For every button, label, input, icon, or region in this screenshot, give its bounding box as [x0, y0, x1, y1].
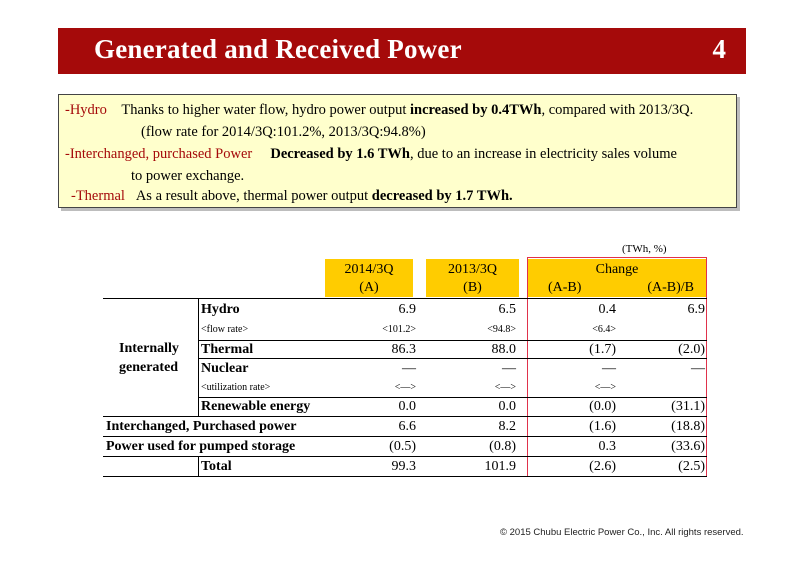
interchanged-line-2: to power exchange. — [131, 168, 245, 184]
interchanged-text: , due to an increase in electricity sales volume — [409, 146, 677, 162]
rule-after-pumped — [103, 456, 707, 457]
interchanged-a: 6.6 — [398, 419, 416, 434]
flow-rate-ab: <6.4> — [592, 324, 616, 335]
header-a-minus-b: (A-B) — [548, 280, 582, 295]
renewable-a: 0.0 — [398, 399, 416, 414]
renewable-b: 0.0 — [498, 399, 516, 414]
hydro-b: 6.5 — [498, 302, 516, 317]
hydro-ab: 0.4 — [598, 302, 616, 317]
renewable-ab: (0.0) — [589, 399, 616, 414]
header-a-label: (A) — [359, 280, 379, 295]
summary-box — [58, 94, 737, 208]
utilization-rate-a: <—> — [394, 382, 416, 393]
thermal-label: -Thermal — [71, 188, 125, 204]
hydro-a: 6.9 — [398, 302, 416, 317]
thermal-ab: (1.7) — [589, 342, 616, 357]
thermal-line — [71, 185, 513, 207]
header-2013-3q — [426, 259, 519, 297]
interchanged-b: 8.2 — [498, 419, 516, 434]
title-bar — [58, 28, 746, 74]
rule-after-nuclear — [198, 397, 707, 398]
interchanged-ab: (1.6) — [589, 419, 616, 434]
row-label-renewable: Renewable energy — [201, 399, 311, 414]
flow-rate-a: <101.2> — [382, 324, 416, 335]
row-label-hydro: Hydro — [201, 302, 240, 317]
header-change-label: Change — [595, 262, 639, 277]
nuclear-ab: — — [602, 361, 616, 376]
nuclear-abb: — — [691, 361, 705, 376]
thermal-abb: (2.0) — [678, 342, 705, 357]
label-divider — [198, 298, 199, 416]
renewable-abb: (31.1) — [671, 399, 705, 414]
rule-after-interchanged — [103, 436, 707, 437]
flow-rate-line: (flow rate for 2014/3Q:101.2%, 2013/3Q:94.8%) — [141, 124, 426, 140]
header-2014-3q — [325, 259, 413, 297]
rule-after-hydro — [198, 340, 707, 341]
row-label-utilization-rate: <utilization rate> — [201, 382, 271, 393]
copyright-footer: © 2015 Chubu Electric Power Co., Inc. All rights reserved. — [500, 527, 744, 538]
header-2014-3q-label: 2014/3Q — [344, 262, 394, 277]
utilization-rate-b: <—> — [494, 382, 516, 393]
rule-after-renewable — [103, 416, 707, 417]
page-number: 4 — [712, 34, 726, 64]
thermal-text: As a result above, thermal power output — [135, 188, 372, 204]
rule-after-thermal — [198, 358, 707, 359]
total-b: 101.9 — [484, 459, 516, 474]
row-label-flow-rate: <flow rate> — [201, 324, 249, 335]
hydro-line — [65, 99, 693, 121]
row-label-total: Total — [201, 459, 232, 474]
header-a-minus-b-over-b: (A-B)/B — [647, 280, 694, 295]
interchanged-line — [65, 143, 677, 165]
header-2013-3q-label: 2013/3Q — [448, 262, 497, 277]
thermal-a: 86.3 — [391, 342, 416, 357]
pumped-abb: (33.6) — [671, 439, 705, 454]
utilization-rate-ab: <—> — [594, 382, 616, 393]
group-label-internally: Internally — [119, 341, 179, 356]
interchanged-abb: (18.8) — [671, 419, 705, 434]
thermal-bold: decreased by 1.7 TWh. — [371, 188, 513, 204]
hydro-text-1: Thanks to higher water flow, hydro power output — [121, 102, 410, 118]
total-ab: (2.6) — [589, 459, 616, 474]
total-a: 99.3 — [391, 459, 416, 474]
group-label-generated: generated — [119, 360, 179, 375]
nuclear-a: — — [402, 361, 416, 376]
pumped-b: (0.8) — [489, 439, 516, 454]
pumped-ab: 0.3 — [598, 439, 616, 454]
table-bottom-rule — [103, 476, 707, 477]
table-top-rule — [103, 298, 707, 299]
pumped-a: (0.5) — [389, 439, 416, 454]
hydro-label: -Hydro — [65, 102, 107, 118]
nuclear-b: — — [502, 361, 516, 376]
interchanged-bold: Decreased by 1.6 TWh — [270, 146, 410, 162]
row-label-interchanged: Interchanged, Purchased power — [106, 419, 297, 434]
hydro-text-2: , compared with 2013/3Q. — [541, 102, 694, 118]
interchanged-label: -Interchanged, purchased Power — [65, 146, 253, 162]
page-title: Generated and Received Power — [94, 34, 462, 64]
flow-rate-b: <94.8> — [487, 324, 516, 335]
total-abb: (2.5) — [678, 459, 705, 474]
row-label-pumped-storage: Power used for pumped storage — [106, 439, 296, 454]
row-label-nuclear: Nuclear — [201, 361, 249, 376]
unit-label: (TWh, %) — [622, 243, 667, 255]
thermal-b: 88.0 — [491, 342, 516, 357]
header-b-label: (B) — [463, 280, 482, 295]
hydro-abb: 6.9 — [687, 302, 705, 317]
total-divider — [198, 456, 199, 476]
hydro-bold: increased by 0.4TWh — [409, 102, 542, 118]
row-label-thermal: Thermal — [201, 342, 254, 357]
